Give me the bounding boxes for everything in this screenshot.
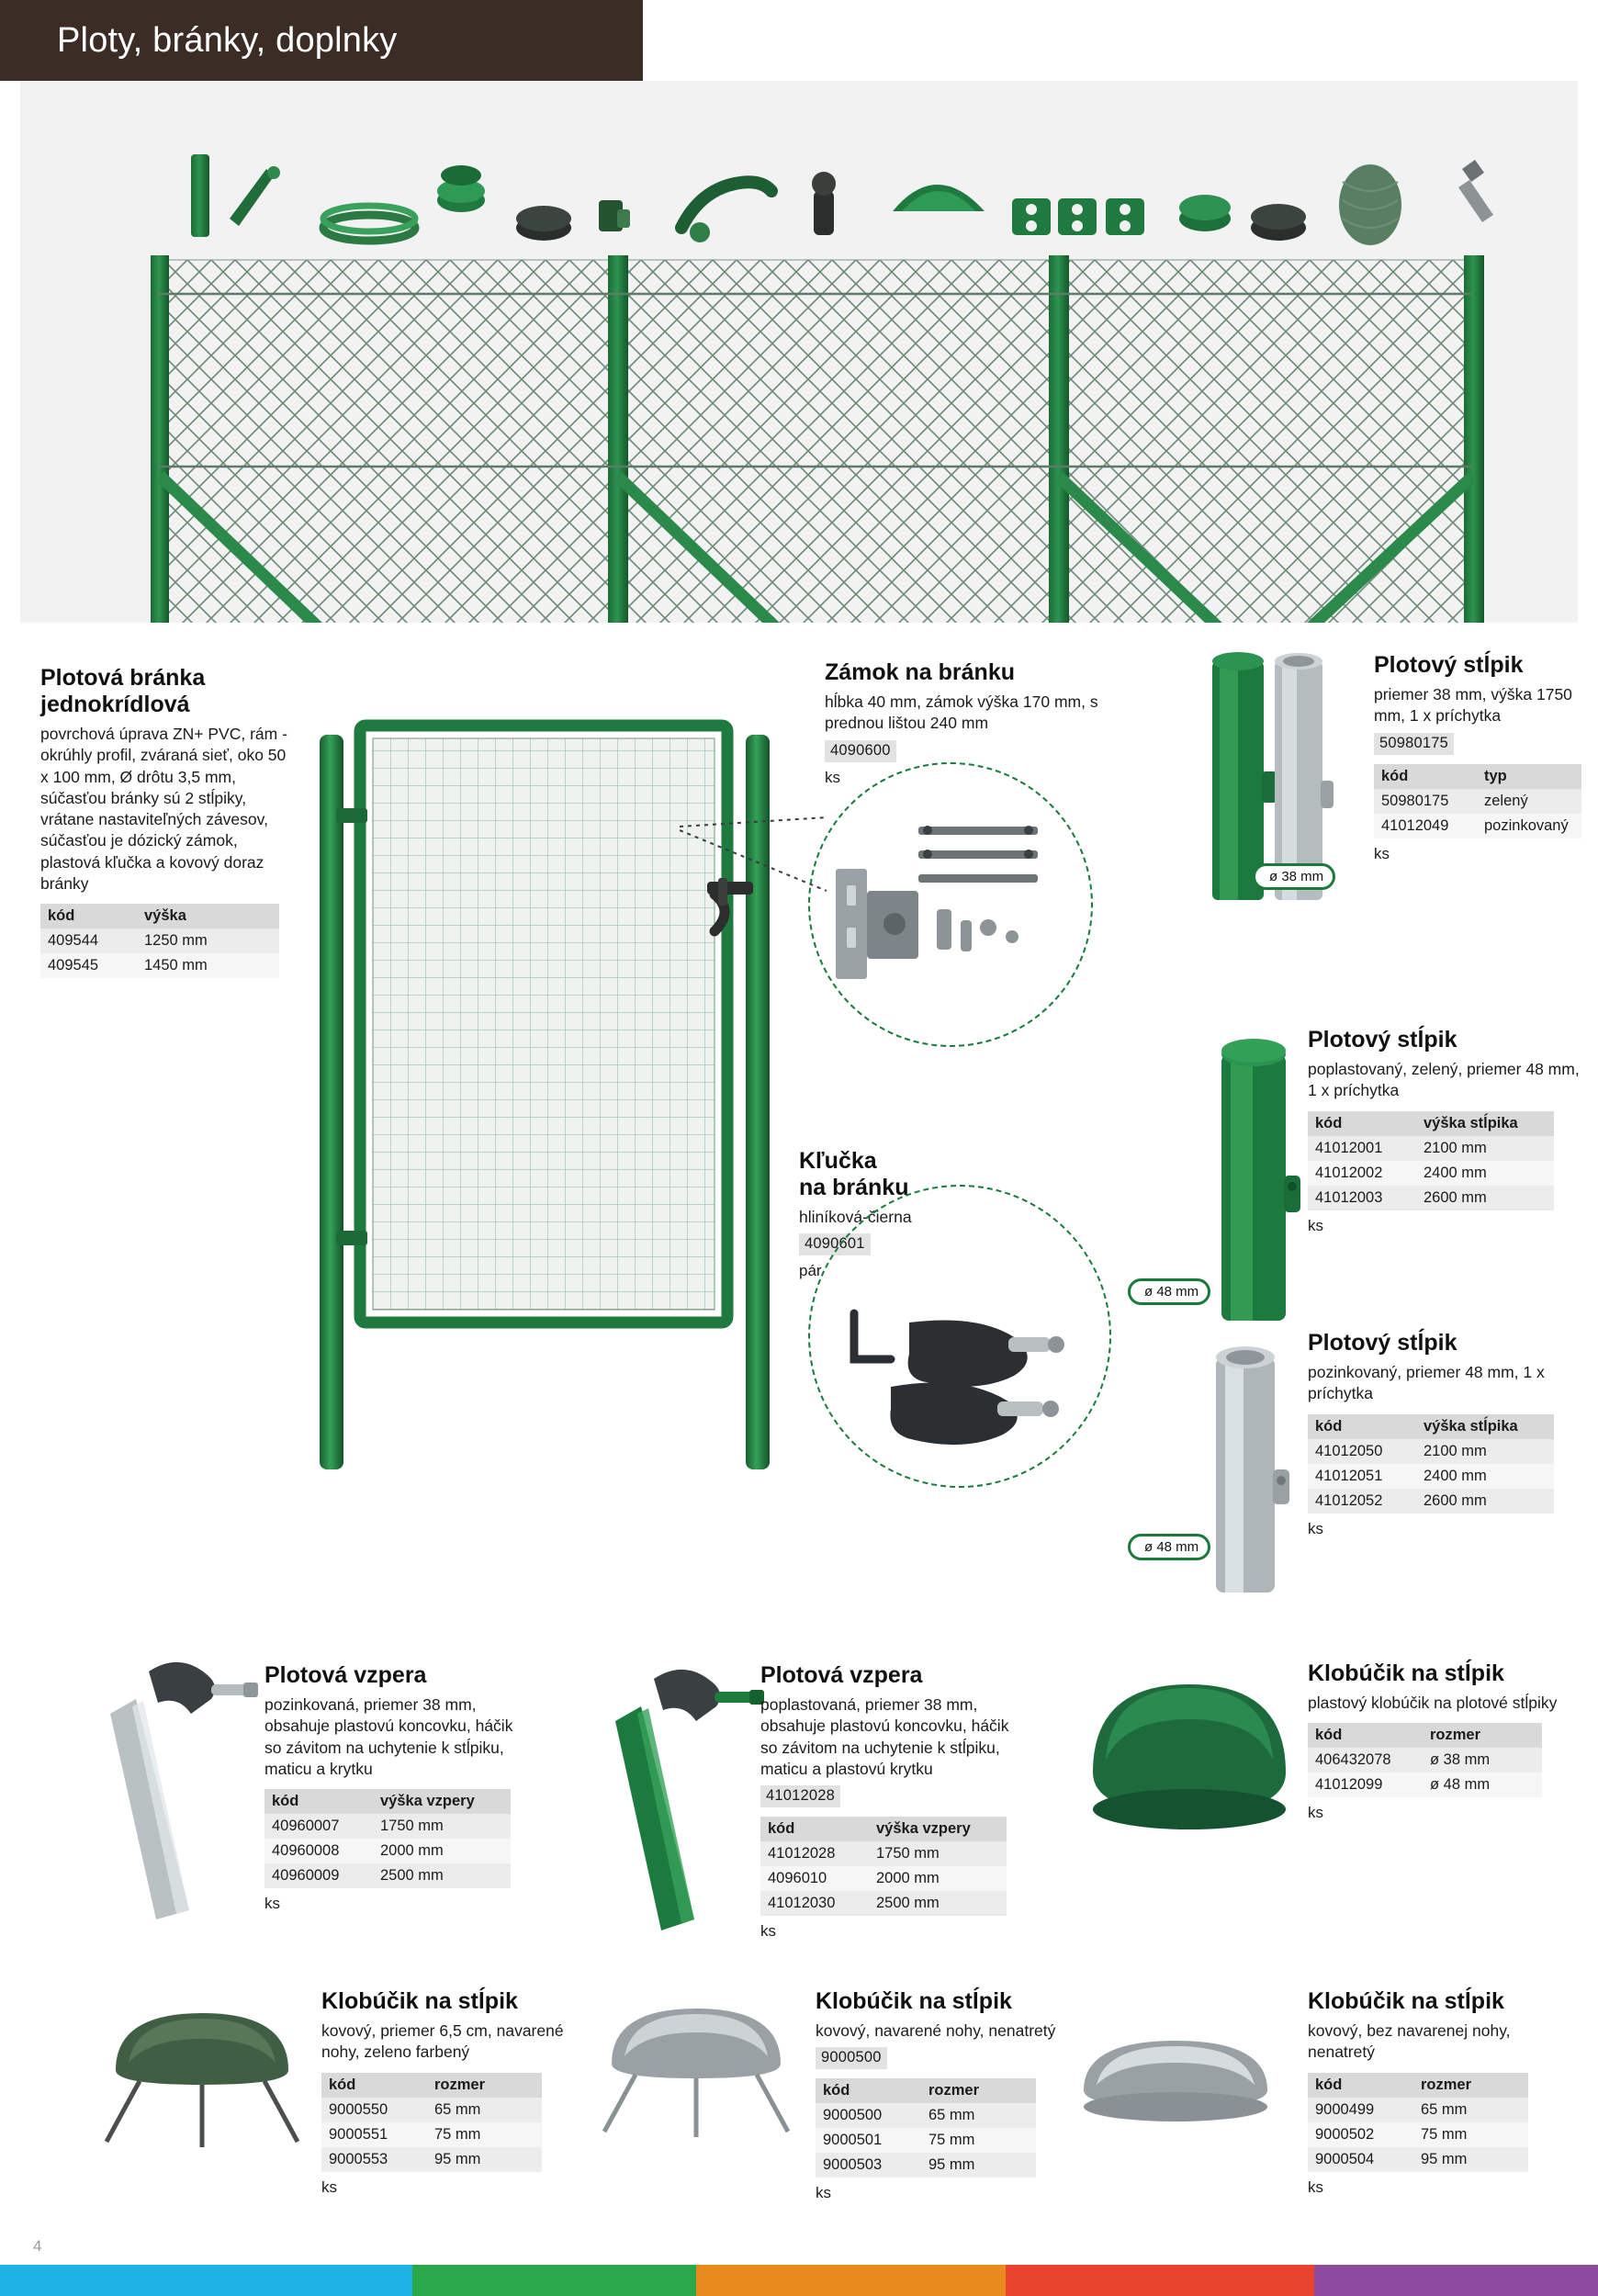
col-size: rozmer — [1413, 2073, 1528, 2098]
footer-segment-green — [412, 2265, 696, 2296]
post48-zinc-diameter — [1128, 1534, 1210, 1560]
cell-height: 2400 mm — [1416, 1464, 1554, 1489]
cell-size: 75 mm — [921, 2128, 1036, 2153]
diameter-label-48-green: ø 48 mm — [1128, 1278, 1210, 1305]
col-code: kód — [816, 2078, 921, 2103]
cap-legs-raw-unit: ks — [816, 2184, 831, 2202]
cell-height: 2500 mm — [869, 1891, 1007, 1916]
cap-green-legs-illustration — [92, 1993, 312, 2158]
cell-code: 9000499 — [1308, 2098, 1413, 2122]
brace-zinc-title: Plotová vzpera — [264, 1662, 427, 1688]
cell-code: 9000500 — [816, 2103, 921, 2128]
cell-code: 41012003 — [1308, 1186, 1416, 1210]
table-row — [1308, 1489, 1554, 1514]
table-row — [816, 2153, 1036, 2178]
cell-height: 2600 mm — [1416, 1489, 1554, 1514]
cell-code: 9000503 — [816, 2153, 921, 2178]
cell-size: 75 mm — [427, 2122, 542, 2147]
gate-spec-table — [40, 904, 279, 978]
cap-plastic-unit: ks — [1308, 1804, 1323, 1822]
post38-col-type: typ — [1477, 764, 1581, 789]
cap-nolegs-raw-unit: ks — [1308, 2178, 1323, 2196]
table-row — [1308, 1464, 1554, 1489]
col-size: rozmer — [921, 2078, 1036, 2103]
cell-height: 1750 mm — [373, 1814, 511, 1839]
post48-green-diameter — [1128, 1278, 1210, 1305]
handle-title-line2: na bránku — [799, 1175, 909, 1200]
post48-zinc-spec-table — [1308, 1414, 1554, 1514]
page-number: 4 — [33, 2237, 42, 2255]
cap-plastic-illustration — [1075, 1662, 1304, 1855]
table-row — [816, 2103, 1036, 2128]
cell-size: 75 mm — [1413, 2122, 1528, 2147]
col-height: výška vzpery — [373, 1789, 511, 1814]
handle-code: 4090601 — [799, 1233, 871, 1255]
table-row — [321, 2122, 542, 2147]
cell-type: pozinkovaný — [1477, 814, 1581, 838]
post48-green-spec-table — [1308, 1111, 1554, 1210]
table-row — [40, 953, 279, 978]
table-row — [816, 2128, 1036, 2153]
cell-height: 2100 mm — [1416, 1439, 1554, 1464]
cell-height: 2000 mm — [373, 1839, 511, 1863]
gate-title-line1: Plotová bránka — [40, 665, 206, 691]
lock-unit: ks — [825, 768, 840, 786]
brace-green-description: poplastovaná, priemer 38 mm, obsahuje plastovú koncovku, háčik so závitom na uchytenie k stĺpiku, maticu a plastovú krytku — [760, 1695, 1009, 1778]
table-row — [760, 1891, 1007, 1916]
post48-zinc-illustration — [1183, 1332, 1311, 1607]
footer-segment-orange — [696, 2265, 1006, 2296]
footer-color-bar — [0, 2265, 1598, 2296]
cap-plastic-description: plastový klobúčik na plotové stĺpiky — [1308, 1694, 1558, 1712]
cell-size: 95 mm — [921, 2153, 1036, 2178]
cap-legs-raw-description: kovový, navarené nohy, nenatretý — [816, 2021, 1056, 2040]
handle-illustration — [827, 1286, 1120, 1497]
cap-nolegs-raw-illustration — [1065, 2011, 1286, 2140]
cell-code: 9000501 — [816, 2128, 921, 2153]
cap-green-legs-description: kovový, priemer 6,5 cm, navarené nohy, zeleno farbený — [321, 2021, 564, 2062]
cell-height: 1450 mm — [137, 953, 279, 978]
cell-size: 65 mm — [1413, 2098, 1528, 2122]
table-row — [321, 2098, 542, 2122]
cell-type: zelený — [1477, 789, 1581, 814]
table-row — [1308, 1439, 1554, 1464]
post48-zinc-description: pozinkovaný, priemer 48 mm, 1 x príchytka — [1308, 1363, 1545, 1403]
cell-height: 2600 mm — [1416, 1186, 1554, 1210]
gate-description: povrchová úprava ZN+ PVC, rám - okrúhly profil, zváraná sieť, oko 50 x 100 mm, Ø drôtu 3,5 mm, súčasťou bránky sú 2 stĺpiky, vrátane nastaviteľných závesov, súčasťou je dózický zámok, plastová kľučka a kovový doraz bránky — [40, 725, 287, 893]
brace-green-text-block — [760, 1662, 1027, 1941]
cell-code: 41012050 — [1308, 1439, 1416, 1464]
brace-zinc-description: pozinkovaná, priemer 38 mm, obsahuje plastovú koncovku, háčik so závitom na uchytenie k stĺpiku, maticu a krytku — [264, 1695, 513, 1778]
cell-code: 9000551 — [321, 2122, 427, 2147]
cell-height: 2400 mm — [1416, 1161, 1554, 1186]
col-size: rozmer — [1423, 1723, 1542, 1748]
brace-green-title: Plotová vzpera — [760, 1662, 923, 1688]
table-row — [264, 1814, 511, 1839]
gate-col-height: výška — [137, 904, 279, 929]
fence-illustration — [20, 81, 1578, 623]
col-code: kód — [264, 1789, 373, 1814]
col-size: rozmer — [427, 2073, 542, 2098]
gate-col-code: kód — [40, 904, 137, 929]
table-row — [1374, 814, 1581, 838]
footer-segment-blue — [0, 2265, 412, 2296]
cap-green-legs-spec-table — [321, 2073, 542, 2172]
cell-code: 40960009 — [264, 1863, 373, 1888]
post48-green-description: poplastovaný, zelený, priemer 48 mm, 1 x príchytka — [1308, 1060, 1580, 1100]
lock-connector — [680, 808, 845, 918]
cell-code: 41012051 — [1308, 1464, 1416, 1489]
footer-segment-red — [1006, 2265, 1315, 2296]
lock-code: 4090600 — [825, 740, 896, 762]
table-row — [1308, 1186, 1554, 1210]
col-height: výška stĺpika — [1416, 1111, 1554, 1136]
cap-plastic-title: Klobúčik na stĺpik — [1308, 1660, 1504, 1686]
header-bar — [0, 0, 643, 81]
cell-height: 1250 mm — [137, 929, 279, 953]
cap-nolegs-raw-spec-table — [1308, 2073, 1528, 2172]
page-header — [0, 0, 1598, 81]
cell-code: 41012052 — [1308, 1489, 1416, 1514]
table-row — [1308, 1748, 1542, 1773]
post48-zinc-text-block — [1308, 1330, 1583, 1538]
cell-code: 50980175 — [1374, 789, 1477, 814]
cap-green-legs-unit: ks — [321, 2178, 337, 2196]
cell-code: 41012028 — [760, 1841, 869, 1866]
table-row — [760, 1841, 1007, 1866]
cell-size: 65 mm — [921, 2103, 1036, 2128]
brace-green-code: 41012028 — [760, 1785, 840, 1807]
lock-description: hĺbka 40 mm, zámok výška 170 mm, s prednou lištou 240 mm — [825, 692, 1098, 733]
hero-image — [20, 81, 1578, 623]
post38-spec-table — [1374, 764, 1581, 838]
cap-green-legs-text-block — [321, 1988, 569, 2197]
post48-green-unit: ks — [1308, 1216, 1323, 1234]
cell-code: 409544 — [40, 929, 137, 953]
cell-code: 41012001 — [1308, 1136, 1416, 1161]
cell-code: 9000504 — [1308, 2147, 1413, 2172]
brace-green-spec-table — [760, 1817, 1007, 1916]
handle-unit: pár — [799, 1262, 822, 1280]
col-code: kód — [1308, 1414, 1416, 1439]
post38-code: 50980175 — [1374, 733, 1454, 755]
cell-height: 2100 mm — [1416, 1136, 1554, 1161]
cap-legs-raw-illustration — [588, 1988, 799, 2154]
col-height: výška vzpery — [869, 1817, 1007, 1841]
cap-plastic-text-block — [1308, 1660, 1583, 1822]
cell-size: 95 mm — [427, 2147, 542, 2172]
post38-unit: ks — [1374, 844, 1390, 862]
brace-green-illustration — [606, 1644, 771, 1938]
table-row — [264, 1863, 511, 1888]
lock-title: Zámok na bránku — [825, 659, 1015, 685]
table-row — [40, 929, 279, 953]
cell-code: 406432078 — [1308, 1748, 1423, 1773]
handle-description: hliníková-čierna — [799, 1208, 912, 1226]
brace-zinc-illustration — [101, 1635, 266, 1929]
cell-height: 1750 mm — [869, 1841, 1007, 1866]
diameter-label-38: ø 38 mm — [1253, 863, 1335, 890]
cell-code: 9000550 — [321, 2098, 427, 2122]
post38-text-block — [1374, 652, 1581, 863]
cell-size: 95 mm — [1413, 2147, 1528, 2172]
cell-code: 41012049 — [1374, 814, 1477, 838]
brace-zinc-spec-table — [264, 1789, 511, 1888]
col-code: kód — [1308, 2073, 1413, 2098]
cell-height: 2000 mm — [869, 1866, 1007, 1891]
cell-code: 9000553 — [321, 2147, 427, 2172]
cap-nolegs-raw-description: kovový, bez navarenej nohy, nenatretý — [1308, 2021, 1511, 2062]
cap-legs-raw-text-block — [816, 1988, 1063, 2202]
col-code: kód — [321, 2073, 427, 2098]
post38-col-code: kód — [1374, 764, 1477, 789]
cap-nolegs-raw-title: Klobúčik na stĺpik — [1308, 1988, 1504, 2014]
cell-code: 41012030 — [760, 1891, 869, 1916]
cell-code: 4096010 — [760, 1866, 869, 1891]
post48-green-illustration — [1194, 1029, 1322, 1332]
table-row — [1308, 1161, 1554, 1186]
post38-title: Plotový stĺpik — [1374, 652, 1524, 678]
post48-zinc-title: Plotový stĺpik — [1308, 1330, 1457, 1356]
gate-title-line2: jednokrídlová — [40, 692, 190, 717]
diameter-label-48-zinc: ø 48 mm — [1128, 1534, 1210, 1560]
col-code: kód — [760, 1817, 869, 1841]
cap-plastic-spec-table — [1308, 1723, 1542, 1797]
col-code: kód — [1308, 1111, 1416, 1136]
cap-nolegs-raw-text-block — [1308, 1988, 1565, 2197]
post38-description: priemer 38 mm, výška 1750 mm, 1 x príchytka — [1374, 685, 1572, 726]
cell-code: 41012099 — [1308, 1773, 1423, 1797]
cell-size: ø 48 mm — [1423, 1773, 1542, 1797]
table-row — [760, 1866, 1007, 1891]
table-row — [321, 2147, 542, 2172]
cell-code: 409545 — [40, 953, 137, 978]
footer-segment-purple — [1314, 2265, 1598, 2296]
table-row — [1308, 1136, 1554, 1161]
table-row — [1308, 2098, 1528, 2122]
cap-legs-raw-title: Klobúčik na stĺpik — [816, 1988, 1012, 2014]
lock-parts-illustration — [799, 790, 1120, 1029]
post38-diameter-badge — [1253, 863, 1335, 890]
cap-green-legs-title: Klobúčik na stĺpik — [321, 1988, 518, 2014]
brace-zinc-unit: ks — [264, 1895, 280, 1913]
cap-legs-raw-code: 9000500 — [816, 2047, 887, 2069]
cell-size: ø 38 mm — [1423, 1748, 1542, 1773]
cell-code: 9000502 — [1308, 2122, 1413, 2147]
post48-green-title: Plotový stĺpik — [1308, 1027, 1457, 1052]
cap-legs-raw-spec-table — [816, 2078, 1036, 2178]
table-row — [264, 1839, 511, 1863]
table-row — [1308, 2147, 1528, 2172]
gate-text-block — [40, 665, 288, 978]
cell-height: 2500 mm — [373, 1863, 511, 1888]
table-row — [1308, 2122, 1528, 2147]
page-title: Ploty, bránky, doplnky — [57, 20, 398, 60]
cell-code: 40960008 — [264, 1839, 373, 1863]
brace-green-unit: ks — [760, 1922, 776, 1941]
brace-zinc-text-block — [264, 1662, 522, 1913]
col-height: výška stĺpika — [1416, 1414, 1554, 1439]
post48-green-text-block — [1308, 1027, 1583, 1235]
col-code: kód — [1308, 1723, 1423, 1748]
post48-zinc-unit: ks — [1308, 1519, 1323, 1537]
cell-code: 40960007 — [264, 1814, 373, 1839]
table-row — [1374, 789, 1581, 814]
handle-title-line1: Kľučka — [799, 1148, 877, 1174]
table-row — [1308, 1773, 1542, 1797]
cell-size: 65 mm — [427, 2098, 542, 2122]
cell-code: 41012002 — [1308, 1161, 1416, 1186]
